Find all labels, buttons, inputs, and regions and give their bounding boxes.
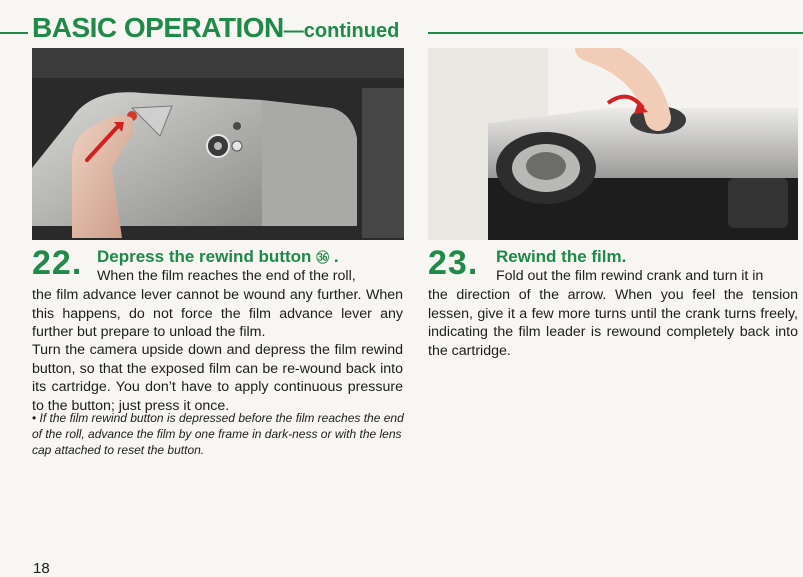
step-22-body-2: Turn the camera upside down and depress the film rewind button, so that the exposed film can be re-wound back into its cartridge. You don’t have to apply continuous pressure to the button; just press it once. bbox=[32, 342, 403, 414]
rewind-crank-illustration bbox=[428, 48, 798, 240]
bullet-icon: • bbox=[32, 411, 37, 425]
step-23-number: 23. bbox=[428, 244, 479, 282]
step-22-title bbox=[97, 247, 339, 267]
rewind-button-photo bbox=[32, 48, 404, 240]
page-header bbox=[0, 8, 803, 48]
section-title bbox=[32, 12, 399, 44]
step-22-note-text: If the film rewind button is depressed before the film reaches the end of the roll, advance the film by one frame in dark-ness or with the lens cap attached to reset the button. bbox=[32, 411, 404, 457]
step-23-body: the direction of the arrow. When you feel the tension lessen, give it a few more turns until the crank turns freely, indicating the film leader is rewound completely back into the cartridge. bbox=[428, 287, 798, 359]
page-number: 18 bbox=[33, 560, 50, 577]
step-22-body: the film advance lever cannot be wound any further. When this happens, do not force the film advance lever any further but prepare to unload the film. bbox=[32, 287, 403, 341]
step-22-first-line: When the film reaches the end of the roll, bbox=[97, 268, 356, 284]
section-title-sub: —continued bbox=[283, 20, 400, 42]
step-22-title-ref: ㊱ bbox=[316, 250, 330, 265]
header-rule-right bbox=[428, 32, 803, 34]
step-22-title-text: Depress the rewind button bbox=[97, 247, 312, 266]
step-23-title: Rewind the film. bbox=[496, 247, 627, 266]
section-title-main: BASIC OPERATION bbox=[32, 12, 284, 43]
step-23-first-line: Fold out the film rewind crank and turn it in bbox=[496, 268, 764, 284]
step-22-number: 22. bbox=[32, 244, 83, 282]
rewind-crank-photo bbox=[428, 48, 798, 240]
rewind-button-illustration bbox=[32, 48, 404, 240]
step-22-note bbox=[32, 410, 407, 458]
header-rule-left bbox=[0, 32, 28, 34]
step-22-title-end: . bbox=[333, 247, 339, 266]
